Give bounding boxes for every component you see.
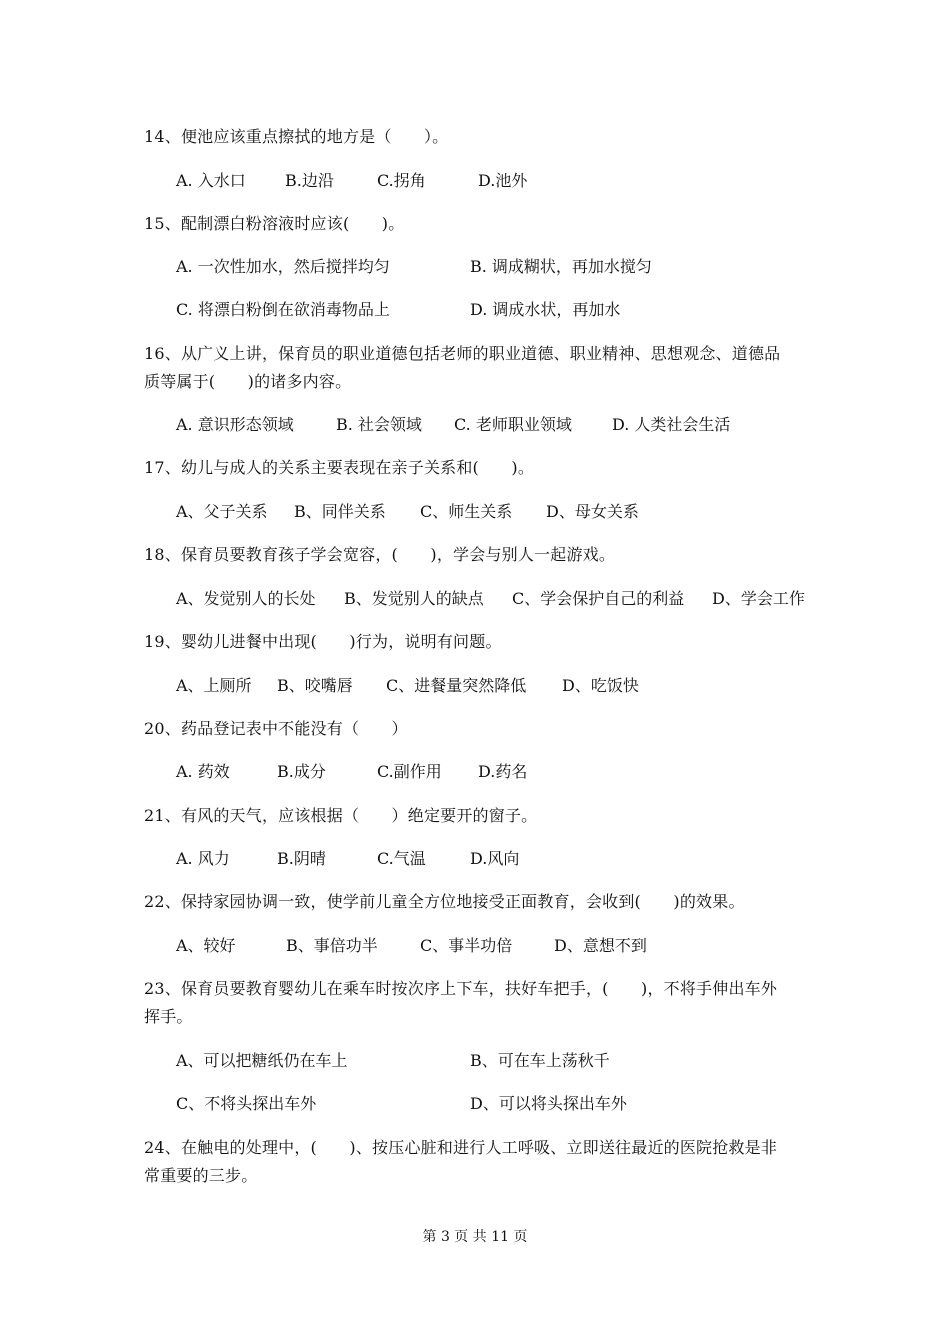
question-19-option-c: C、进餐量突然降低 xyxy=(386,676,527,695)
question-20-option-d: D.药名 xyxy=(478,762,528,781)
question-18-option-d: D、学会工作 xyxy=(712,589,805,608)
question-22-option-b: B、事倍功半 xyxy=(286,936,378,955)
question-23-option-c: C、不将头探出车外 xyxy=(176,1094,317,1113)
question-16-text-line-1: 16、从广义上讲，保育员的职业道德包括老师的职业道德、职业精神、思想观念、道德品 xyxy=(144,344,781,363)
question-18-text: 18、保育员要教育孩子学会宽容，( )，学会与别人一起游戏。 xyxy=(144,545,616,564)
question-24-text-line-2: 常重要的三步。 xyxy=(144,1166,258,1185)
question-23-option-a: A、可以把糖纸仍在车上 xyxy=(176,1051,348,1070)
question-20-option-b: B.成分 xyxy=(277,762,326,781)
question-21-option-d: D.风向 xyxy=(470,849,520,868)
question-24-text-line-1: 24、在触电的处理中，( )、按压心脏和进行人工呼吸、立即送往最近的医院抢救是非 xyxy=(144,1138,778,1157)
question-15-option-a: A. 一次性加水，然后搅拌均匀 xyxy=(176,257,390,276)
question-22-option-a: A、较好 xyxy=(176,936,236,955)
question-16-option-a: A. 意识形态领域 xyxy=(176,415,294,434)
question-17-option-c: C、师生关系 xyxy=(420,502,513,521)
question-14-option-d: D.池外 xyxy=(478,171,528,190)
question-22-option-d: D、意想不到 xyxy=(554,936,647,955)
question-21-option-c: C.气温 xyxy=(377,849,426,868)
question-14-option-c: C.拐角 xyxy=(377,171,426,190)
question-23-option-d: D、可以将头探出车外 xyxy=(470,1094,627,1113)
question-18-option-b: B、发觉别人的缺点 xyxy=(344,589,484,608)
question-17-text: 17、幼儿与成人的关系主要表现在亲子关系和( )。 xyxy=(144,458,535,477)
page-number-footer: 第 3 页 共 11 页 xyxy=(422,1229,528,1245)
question-20-option-c: C.副作用 xyxy=(377,762,442,781)
question-16-option-b: B. 社会领域 xyxy=(336,415,422,434)
question-23-text-line-1: 23、保育员要教育婴幼儿在乘车时按次序上下车，扶好车把手，( )，不将手伸出车外 xyxy=(144,979,778,998)
question-14-option-a: A. 入水口 xyxy=(176,171,246,190)
question-17-option-a: A、父子关系 xyxy=(176,502,268,521)
question-23-option-b: B、可在车上荡秋千 xyxy=(470,1051,610,1070)
question-22-text: 22、保持家园协调一致，使学前儿童全方位地接受正面教育，会收到( )的效果。 xyxy=(144,892,745,911)
question-18-option-c: C、学会保护自己的利益 xyxy=(512,589,685,608)
question-20-option-a: A. 药效 xyxy=(176,762,230,781)
question-17-option-d: D、母女关系 xyxy=(546,502,639,521)
question-19-text: 19、婴幼儿进餐中出现( )行为，说明有问题。 xyxy=(144,632,502,651)
question-21-option-a: A. 风力 xyxy=(176,849,230,868)
question-19-option-d: D、吃饭快 xyxy=(562,676,639,695)
question-20-text: 20、药品登记表中不能没有（ ） xyxy=(144,719,408,738)
question-14-text: 14、便池应该重点擦拭的地方是（ ）。 xyxy=(144,127,449,146)
question-16-option-d: D. 人类社会生活 xyxy=(612,415,731,434)
question-14-option-b: B.边沿 xyxy=(285,171,334,190)
question-15-option-b: B. 调成糊状，再加水搅匀 xyxy=(470,257,652,276)
question-23-text-line-2: 挥手。 xyxy=(144,1007,193,1026)
question-15-option-d: D. 调成水状，再加水 xyxy=(470,300,621,319)
question-15-option-c: C. 将漂白粉倒在欲消毒物品上 xyxy=(176,300,390,319)
question-18-option-a: A、发觉别人的长处 xyxy=(176,589,316,608)
question-16-text-line-2: 质等属于( )的诸多内容。 xyxy=(144,372,352,391)
question-16-option-c: C. 老师职业领域 xyxy=(454,415,572,434)
question-22-option-c: C、事半功倍 xyxy=(420,936,513,955)
question-19-option-a: A、上厕所 xyxy=(176,676,252,695)
question-17-option-b: B、同伴关系 xyxy=(294,502,386,521)
question-15-text: 15、配制漂白粉溶液时应该( )。 xyxy=(144,214,405,233)
question-21-option-b: B.阴晴 xyxy=(277,849,326,868)
question-19-option-b: B、咬嘴唇 xyxy=(277,676,353,695)
question-21-text: 21、有风的天气，应该根据（ ）绝定要开的窗子。 xyxy=(144,806,538,825)
